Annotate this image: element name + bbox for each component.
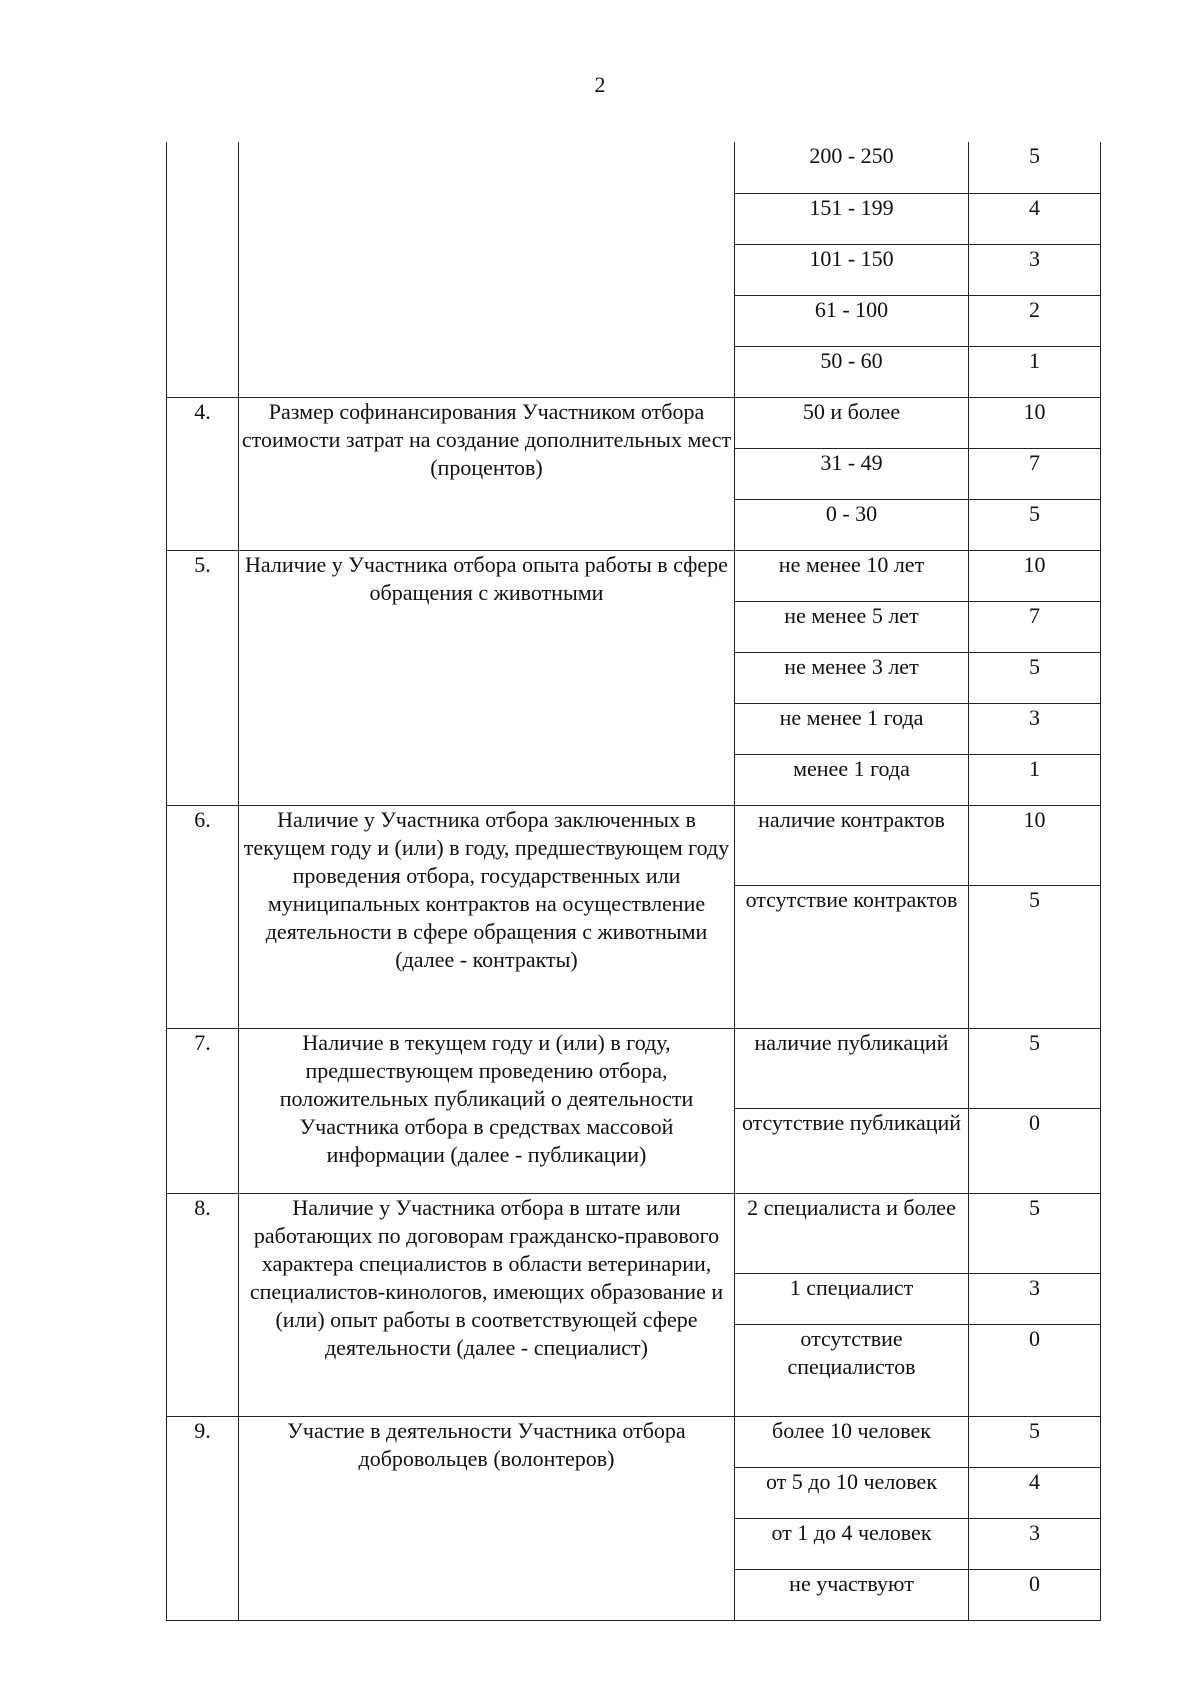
sub-criterion: не менее 3 лет [735, 652, 969, 703]
sub-criterion: 200 - 250 [735, 142, 969, 193]
score-value: 10 [969, 550, 1101, 601]
score-value: 0 [969, 1569, 1101, 1620]
sub-criterion: 61 - 100 [735, 295, 969, 346]
page-number: 2 [594, 72, 606, 97]
sub-criterion: не менее 1 года [735, 703, 969, 754]
sub-criterion: 1 специалист [735, 1273, 969, 1324]
score-value: 3 [969, 244, 1101, 295]
sub-criterion: менее 1 года [735, 754, 969, 805]
score-value: 3 [969, 1273, 1101, 1324]
score-value: 2 [969, 295, 1101, 346]
score-value: 5 [969, 885, 1101, 1028]
criterion-number: 6. [167, 805, 239, 1028]
score-value: 5 [969, 652, 1101, 703]
criteria-table [166, 142, 1101, 1621]
sub-criterion: отсутствие контрактов [735, 885, 969, 1028]
criterion-text [239, 142, 735, 397]
score-value: 0 [969, 1324, 1101, 1416]
table-row [167, 805, 1101, 885]
criterion-number: 9. [167, 1416, 239, 1620]
criterion-text: Размер софинансирования Участником отбора стоимости затрат на создание дополнительных мест (процентов) [239, 397, 735, 550]
sub-criterion: не менее 5 лет [735, 601, 969, 652]
sub-criterion: 50 - 60 [735, 346, 969, 397]
criterion-number: 4. [167, 397, 239, 550]
score-value: 1 [969, 754, 1101, 805]
sub-criterion: более 10 человек [735, 1416, 969, 1467]
score-value: 4 [969, 1467, 1101, 1518]
score-value: 4 [969, 193, 1101, 244]
score-value: 7 [969, 448, 1101, 499]
sub-criterion: 31 - 49 [735, 448, 969, 499]
sub-criterion: 101 - 150 [735, 244, 969, 295]
table-row [167, 1416, 1101, 1467]
score-value: 10 [969, 805, 1101, 885]
criterion-text: Наличие у Участника отбора заключенных в текущем году и (или) в году, предшествующем году проведения отбора, государственных или муниципальных контрактов на осуществление деятельности в сфере обращения с животными (далее - контракты) [239, 805, 735, 1028]
criterion-text: Наличие у Участника отбора опыта работы в сфере обращения с животными [239, 550, 735, 805]
score-value: 3 [969, 1518, 1101, 1569]
table-row [167, 397, 1101, 448]
table-row [167, 1193, 1101, 1273]
score-value: 5 [969, 1028, 1101, 1108]
sub-criterion: 50 и более [735, 397, 969, 448]
criterion-number [167, 142, 239, 397]
sub-criterion: наличие контрактов [735, 805, 969, 885]
table-row [167, 142, 1101, 193]
sub-criterion: не участвуют [735, 1569, 969, 1620]
table-row [167, 1028, 1101, 1108]
sub-criterion: наличие публикаций [735, 1028, 969, 1108]
score-value: 5 [969, 1193, 1101, 1273]
sub-criterion: отсутствие специалистов [735, 1324, 969, 1416]
score-value: 7 [969, 601, 1101, 652]
criterion-number: 8. [167, 1193, 239, 1416]
score-value: 5 [969, 499, 1101, 550]
sub-criterion: 2 специалиста и более [735, 1193, 969, 1273]
criterion-text: Наличие в текущем году и (или) в году, предшествующем проведению отбора, положительных публикаций о деятельности Участника отбора в средствах массовой информации (далее - публикации) [239, 1028, 735, 1193]
sub-criterion: не менее 10 лет [735, 550, 969, 601]
score-value: 10 [969, 397, 1101, 448]
score-value: 1 [969, 346, 1101, 397]
sub-criterion: 0 - 30 [735, 499, 969, 550]
criterion-number: 7. [167, 1028, 239, 1193]
sub-criterion: отсутствие публикаций [735, 1108, 969, 1193]
table-row [167, 550, 1101, 601]
sub-criterion: 151 - 199 [735, 193, 969, 244]
criterion-number: 5. [167, 550, 239, 805]
score-value: 5 [969, 1416, 1101, 1467]
score-value: 0 [969, 1108, 1101, 1193]
sub-criterion: от 5 до 10 человек [735, 1467, 969, 1518]
criterion-text: Участие в деятельности Участника отбора добровольцев (волонтеров) [239, 1416, 735, 1620]
sub-criterion: от 1 до 4 человек [735, 1518, 969, 1569]
criterion-text: Наличие у Участника отбора в штате или работающих по договорам гражданско-правового характера специалистов в области ветеринарии, специалистов-кинологов, имеющих образование и (или) опыт работы в соответствующей сфере деятельности (далее - специалист) [239, 1193, 735, 1416]
score-value: 3 [969, 703, 1101, 754]
score-value: 5 [969, 142, 1101, 193]
